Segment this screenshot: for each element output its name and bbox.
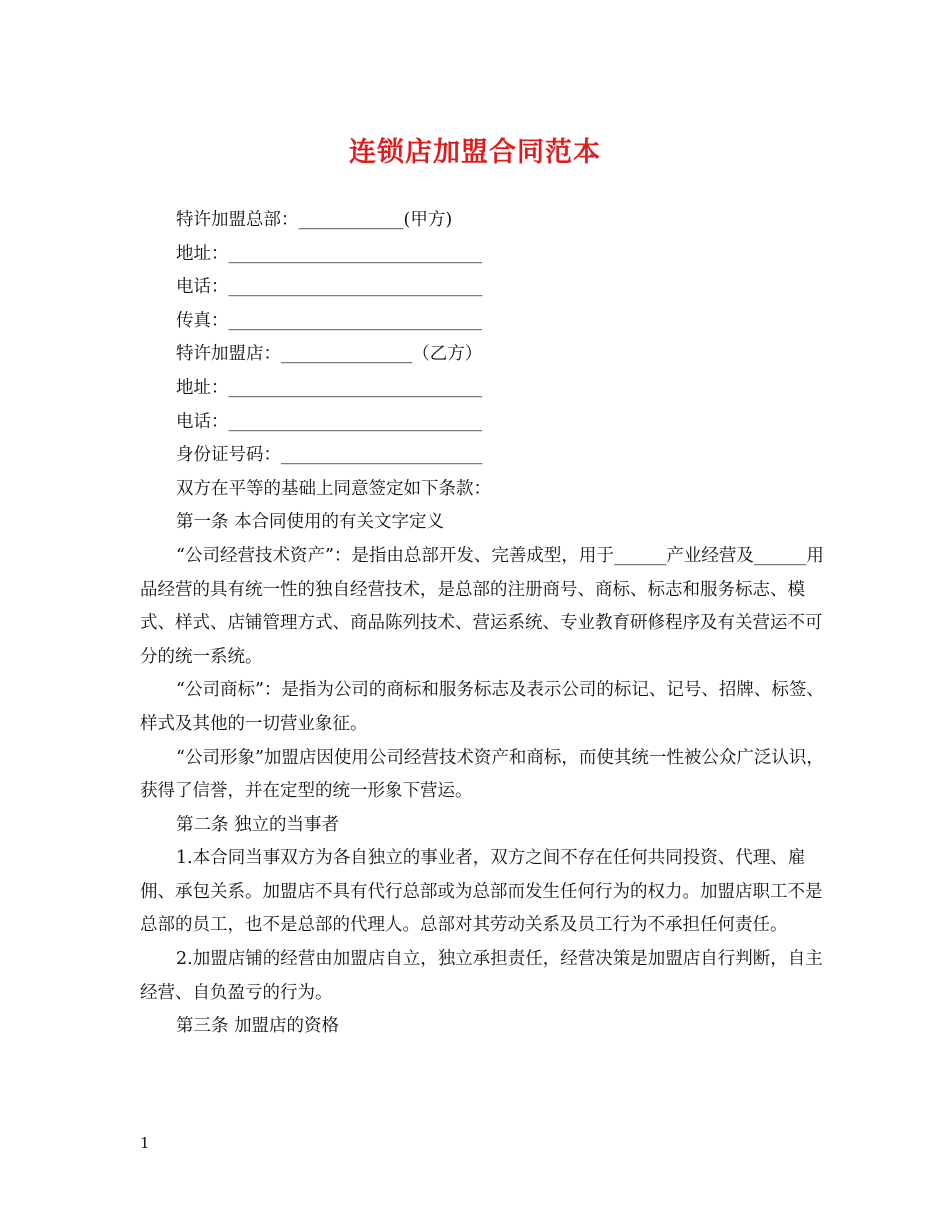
party-b-address-line: 地址：_____________________________ — [176, 377, 483, 398]
section-heading: 第二条 独立的当事者 — [176, 814, 340, 835]
party-b-phone-line: 电话：_____________________________ — [176, 411, 483, 432]
party-a-address-line: 地址：_____________________________ — [176, 243, 483, 264]
paragraph: “公司商标”：是指为公司的商标和服务标志及表示公司的标记、记号、招牌、标签、样式及其他的一切营业象征。 — [140, 680, 824, 734]
document-body — [140, 204, 830, 1044]
party-b-line: 特许加盟店：_______________（乙方） — [176, 344, 483, 365]
paragraph: “公司形象”加盟店因使用公司经营技术资产和商标，而使其统一性被公众广泛认识，获得了信誉，并在定型的统一形象下营运。 — [140, 747, 824, 802]
paragraph: 2.加盟店铺的经营由加盟店自立，独立承担责任，经营决策是加盟店自行判断，自主经营、自负盈亏的行为。 — [140, 949, 823, 1003]
party-a-line: 特许加盟总部：____________(甲方) — [176, 210, 453, 230]
party-a-fax-line: 传真：_____________________________ — [176, 310, 483, 331]
paragraph: 1.本合同当事双方为各自独立的事业者，双方之间不存在任何共同投资、代理、雇佣、承包关系。加盟店不具有代行总部或为总部而发生任何行为的权力。加盟店职工不是总部的员工，也不是总部的代理人。总部对其劳动关系及员工行为不承担任何责任。 — [140, 848, 823, 936]
party-a-phone-line: 电话：_____________________________ — [176, 277, 483, 298]
section-heading: 第三条 加盟店的资格 — [176, 1016, 340, 1037]
agreement-intro: 双方在平等的基础上同意签定如下条款： — [176, 478, 491, 499]
page-number: 1 — [140, 1134, 150, 1152]
party-b-id-line: 身份证号码：_______________________ — [176, 445, 483, 466]
paragraph: “公司经营技术资产”：是指由总部开发、完善成型，用于______产业经营及______用品经营的具有统一性的独自经营技术，是总部的注册商号、商标、标志和服务标志、模式、样式、店铺管理方式、商品陈列技术、营运系统、专业教育研修程序及有关营运不可分的统一系统。 — [140, 545, 824, 667]
document-title: 连锁店加盟合同范本 — [349, 137, 601, 168]
section-heading: 第一条 本合同使用的有关文字定义 — [176, 512, 445, 533]
